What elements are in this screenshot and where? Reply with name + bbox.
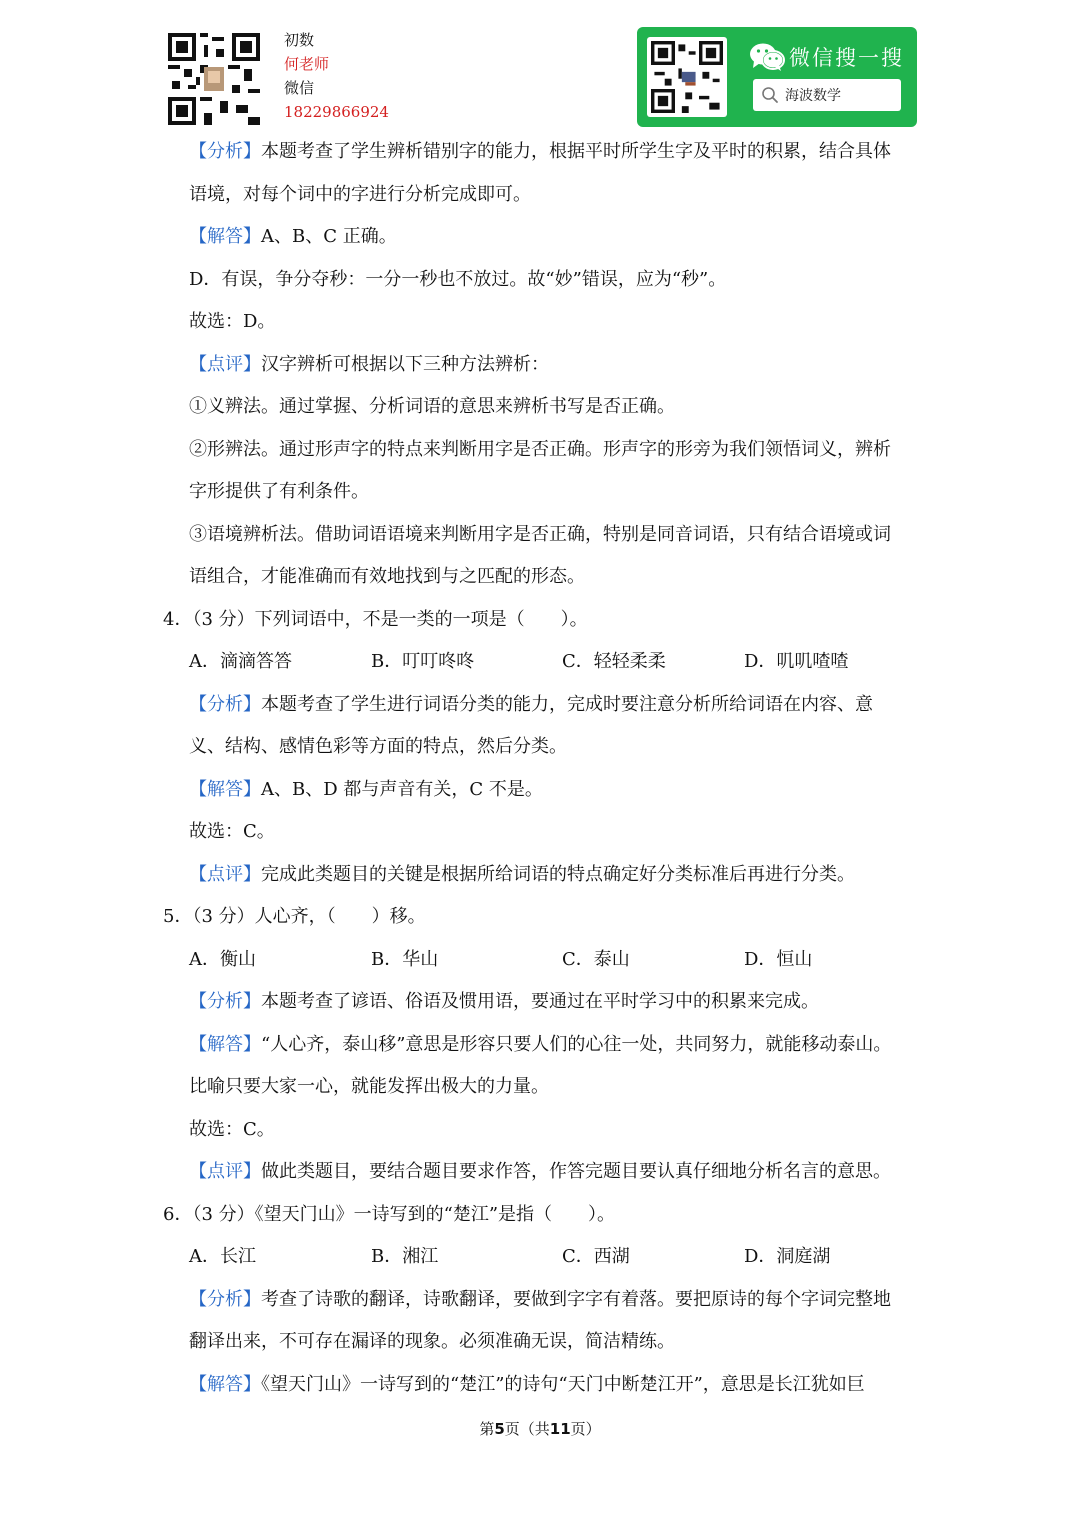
text-line: 故选：C。 — [189, 1119, 275, 1140]
answer-q3 — [189, 225, 397, 249]
comment-q5 — [189, 1160, 891, 1184]
text-line: 做此类题目，要结合题目要求作答，作答完题目要认真仔细地分析名言的意思。 — [261, 1161, 891, 1182]
text-line: 完成此类题目的关键是根据所给词语的特点确定好分类标准后再进行分类。 — [261, 864, 855, 885]
footer-middle: 页（共 — [504, 1420, 550, 1438]
contact-line-1: 初数 — [284, 31, 315, 49]
text-line: A、B、D 都与声音有关，C 不是。 — [261, 779, 543, 800]
tag-comment: 【点评】 — [189, 864, 261, 885]
question-6: 6．（3 分）《望天门山》一诗写到的“楚江”是指（ ）。 — [163, 1204, 616, 1225]
comment-q4 — [189, 863, 855, 887]
footer-suffix: 页） — [570, 1420, 601, 1438]
text-line: 本题考查了学生进行词语分类的能力，完成时要注意分析所给词语在内容、意 — [261, 694, 873, 715]
text-line: A、B、C 正确。 — [261, 226, 397, 247]
tag-analysis: 【分析】 — [189, 991, 261, 1012]
footer-total-pages: 11 — [549, 1420, 571, 1438]
contact-teacher-name: 何老师 — [284, 55, 330, 73]
search-icon — [761, 86, 779, 108]
text-line: D．有误，争分夺秒：一分一秒也不放过。故“妙”错误，应为“秒”。 — [189, 269, 727, 290]
page-footer — [0, 1418, 1080, 1440]
text-line: 比喻只要大家一心，就能发挥出极大的力量。 — [189, 1076, 549, 1097]
q6-option-a: A．长江 — [189, 1246, 256, 1267]
text-line: 义、结构、感情色彩等方面的特点，然后分类。 — [189, 736, 567, 757]
tag-analysis: 【分析】 — [189, 1289, 261, 1310]
text-line: 语境，对每个词中的字进行分析完成即可。 — [189, 184, 531, 205]
text-line: 故选：D。 — [189, 311, 276, 332]
tag-comment: 【点评】 — [189, 1161, 261, 1182]
question-4: 4．（3 分）下列词语中，不是一类的一项是（ ）。 — [163, 609, 588, 630]
text-line: 翻译出来，不可存在漏译的现象。必须准确无误，简洁精练。 — [189, 1331, 675, 1352]
qr-code-left — [168, 33, 260, 125]
tag-answer: 【解答】 — [189, 779, 261, 800]
q4-option-a: A．滴滴答答 — [189, 651, 292, 672]
tag-comment: 【点评】 — [189, 354, 261, 375]
text-line: 本题考查了谚语、俗语及惯用语，要通过在平时学习中的积累来完成。 — [261, 991, 819, 1012]
contact-line-3: 微信 — [284, 79, 315, 97]
q5-option-b: B．华山 — [371, 949, 439, 970]
analysis-q5 — [189, 990, 819, 1014]
comment-q3 — [189, 353, 549, 377]
tag-analysis: 【分析】 — [189, 141, 261, 162]
q4-option-d: D．叽叽喳喳 — [744, 651, 849, 672]
text-line: 本题考查了学生辨析错别字的能力，根据平时所学生字及平时的积累，结合具体 — [261, 141, 891, 162]
wechat-logo-icon — [749, 42, 785, 76]
text-line: 考查了诗歌的翻译，诗歌翻译，要做到字字有着落。要把原诗的每个字词完整地 — [261, 1289, 891, 1310]
text-line: 《望天门山》一诗写到的“楚江”的诗句“天门中断楚江开”，意思是长江犹如巨 — [261, 1374, 865, 1395]
q4-option-b: B．叮叮咚咚 — [371, 651, 475, 672]
tag-answer: 【解答】 — [189, 1374, 261, 1395]
contact-info — [284, 28, 389, 124]
answer-q5 — [189, 1033, 891, 1057]
text-line: ②形辨法。通过形声字的特点来判断用字是否正确。形声字的形旁为我们领悟词义，辨析 — [189, 439, 891, 460]
analysis-q6 — [189, 1288, 891, 1312]
wechat-search-title: 微信搜一搜 — [789, 46, 904, 70]
text-line: “人心齐，泰山移”意思是形容只要人们的心往一处，共同努力，就能移动泰山。 — [261, 1034, 892, 1055]
qr-code-right — [647, 37, 727, 117]
tag-answer: 【解答】 — [189, 1034, 261, 1055]
tag-analysis: 【分析】 — [189, 694, 261, 715]
analysis-q4 — [189, 693, 873, 717]
answer-q6 — [189, 1373, 865, 1397]
q5-option-c: C．泰山 — [562, 949, 630, 970]
q6-option-d: D．洞庭湖 — [744, 1246, 831, 1267]
analysis-q3 — [189, 140, 891, 164]
footer-page-number: 5 — [494, 1420, 505, 1438]
q6-option-c: C．西湖 — [562, 1246, 630, 1267]
wechat-search-banner[interactable] — [637, 27, 917, 127]
q6-option-b: B．湘江 — [371, 1246, 439, 1267]
question-5: 5．（3 分）人心齐，（ ）移。 — [163, 906, 426, 927]
q4-option-c: C．轻轻柔柔 — [562, 651, 666, 672]
text-line: 字形提供了有利条件。 — [189, 481, 369, 502]
wechat-search-box[interactable] — [753, 79, 901, 111]
tag-answer: 【解答】 — [189, 226, 261, 247]
text-line: ③语境辨析法。借助词语语境来判断用字是否正确，特别是同音词语，只有结合语境或词 — [189, 524, 891, 545]
text-line: ①义辨法。通过掌握、分析词语的意思来辨析书写是否正确。 — [189, 396, 675, 417]
text-line: 故选：C。 — [189, 821, 275, 842]
q5-option-d: D．恒山 — [744, 949, 813, 970]
wechat-search-keyword: 海波数学 — [785, 88, 841, 104]
text-line: 汉字辨析可根据以下三种方法辨析： — [261, 354, 549, 375]
footer-prefix: 第 — [479, 1420, 495, 1438]
contact-phone: 18229866924 — [284, 103, 389, 121]
answer-q4 — [189, 778, 543, 802]
text-line: 语组合，才能准确而有效地找到与之匹配的形态。 — [189, 566, 585, 587]
q5-option-a: A．衡山 — [189, 949, 256, 970]
